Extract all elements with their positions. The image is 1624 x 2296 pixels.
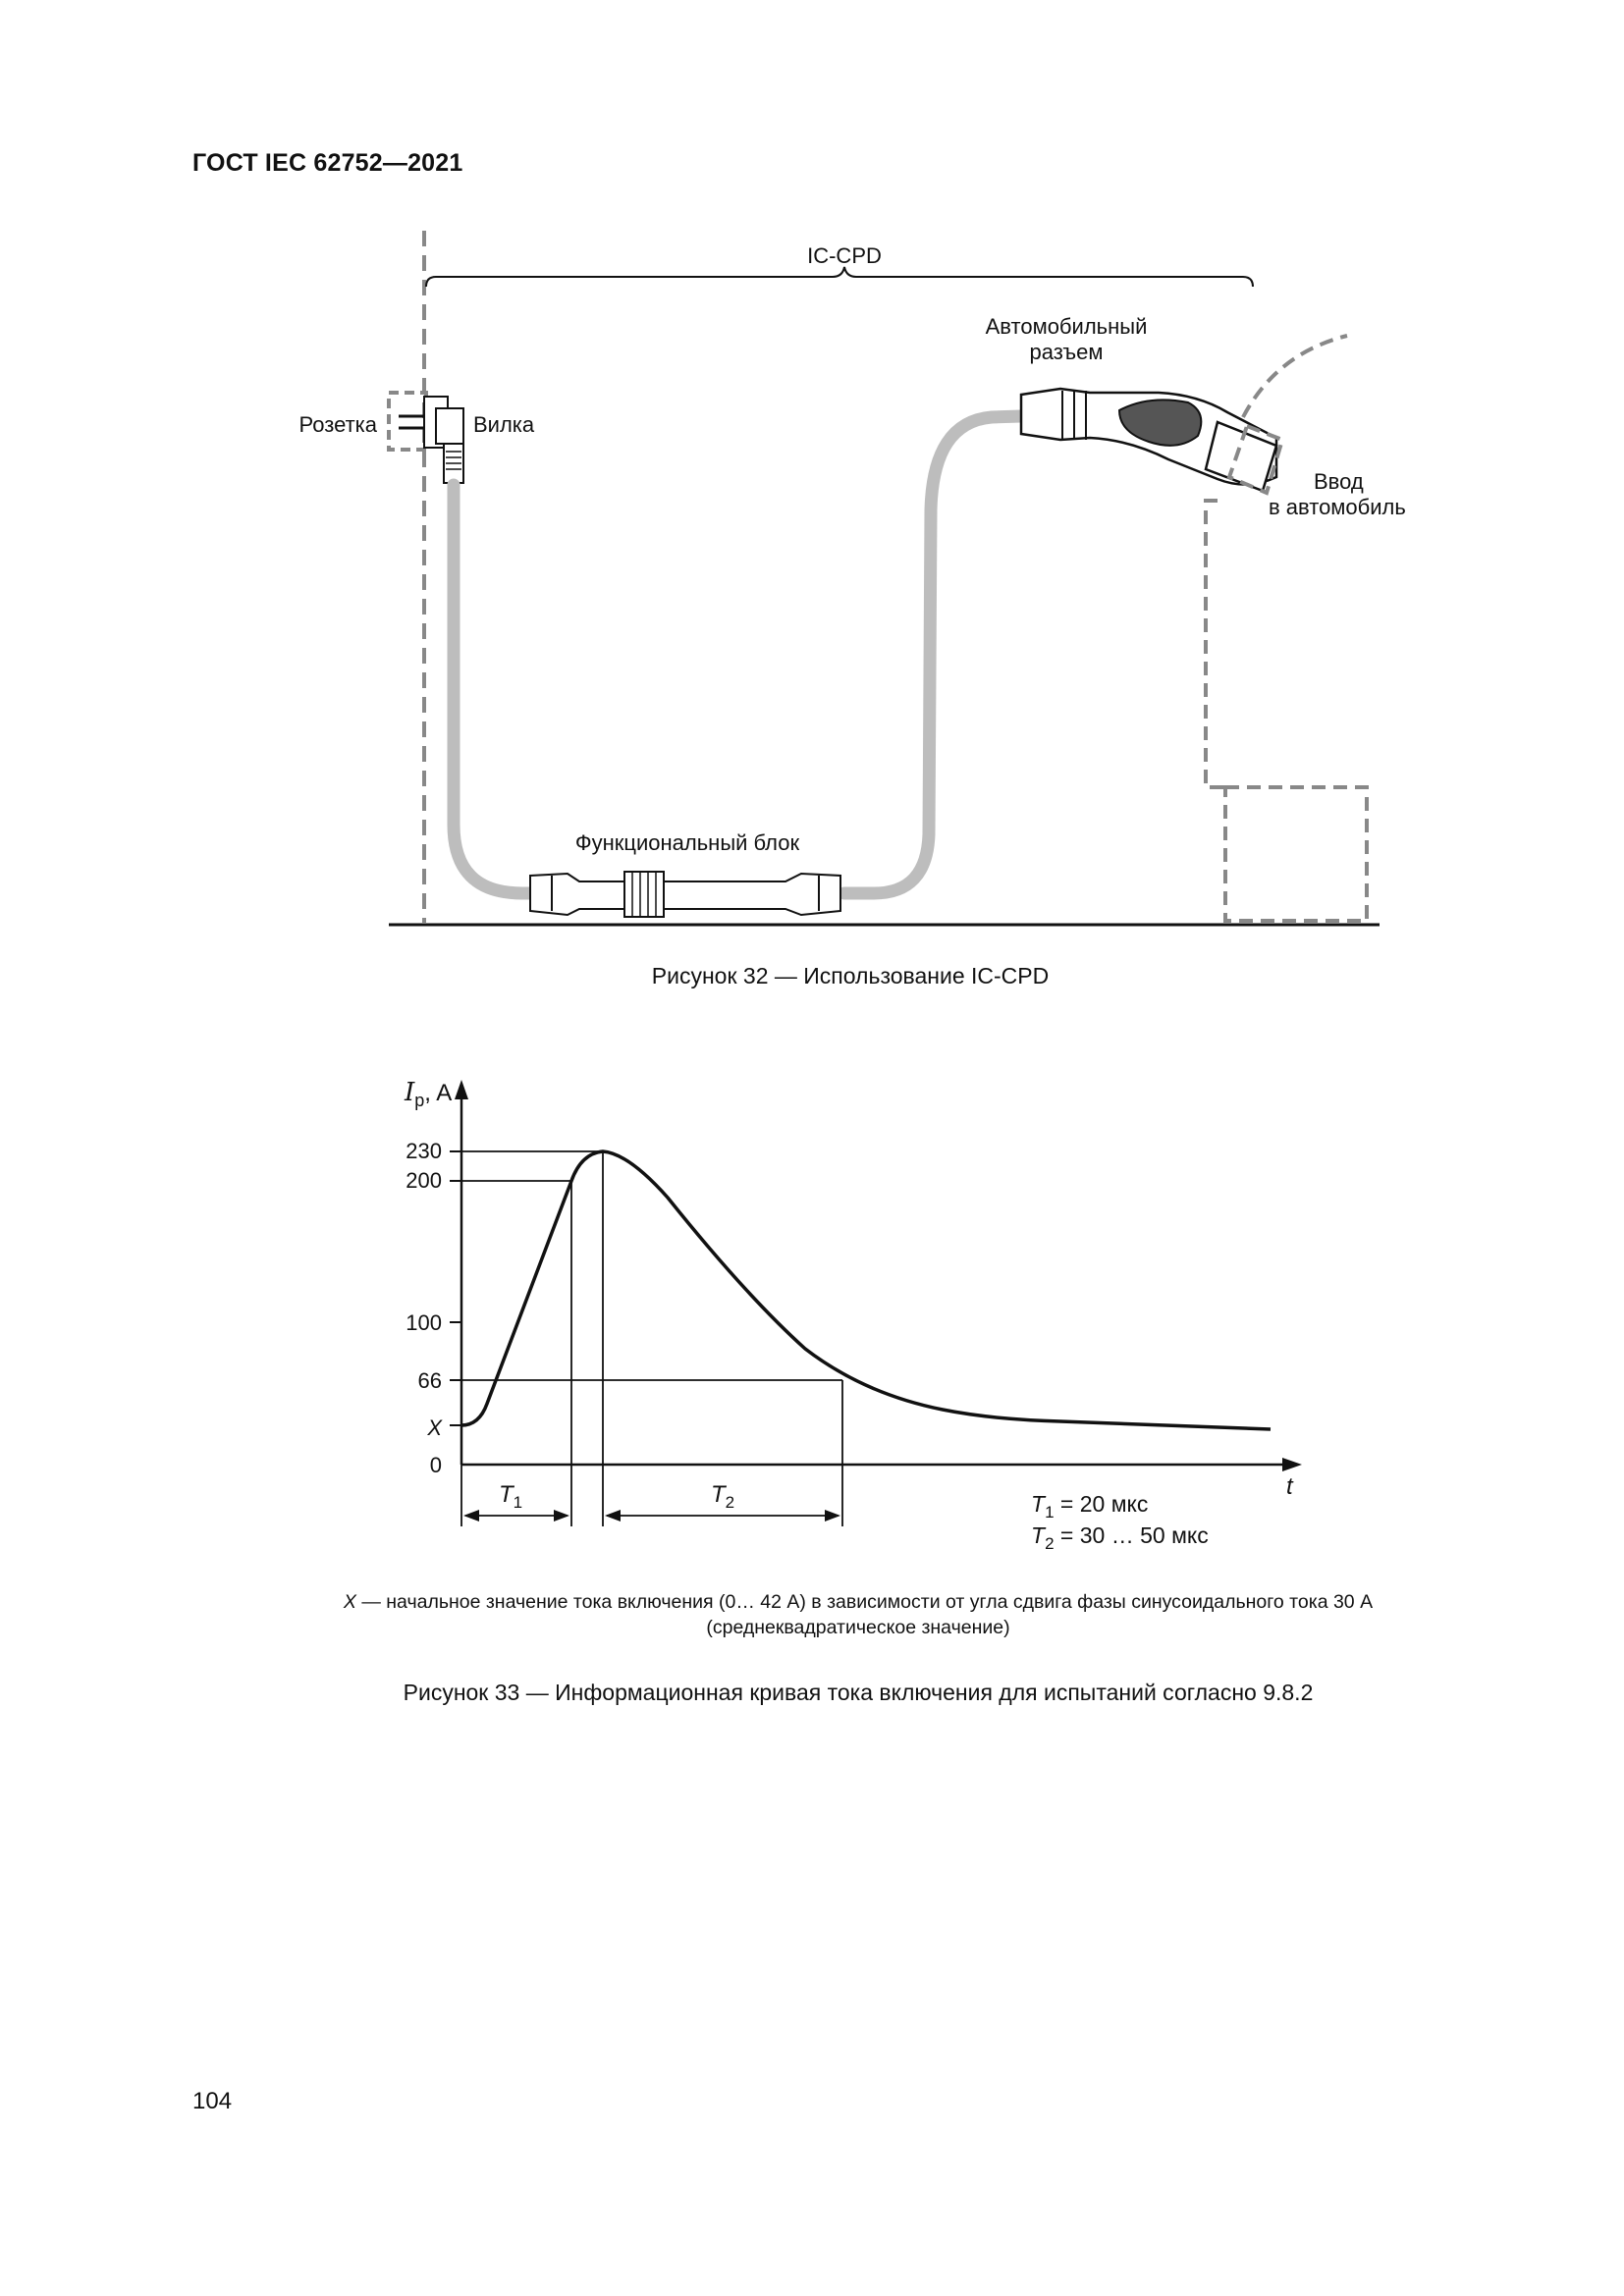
connector-label-line1: Автомобильный — [985, 314, 1148, 339]
x-axis-arrow — [1282, 1458, 1302, 1471]
y-axis-label: $I_p$, A — [405, 1078, 453, 1110]
legend-t2: $T_2 = 30$ … 50 мкс — [1031, 1522, 1209, 1553]
ic-cpd-label: IC-CPD — [807, 243, 882, 268]
figure-33-note-line1: X — начальное значение тока включения (0… 42 А) в зависимости от угла сдвига фазы синусоидального тока 30 А — [343, 1591, 1374, 1613]
inrush-curve — [461, 1151, 1271, 1429]
interval-t2-label: $T_2$ — [711, 1481, 735, 1512]
x-axis-label: t — [1286, 1473, 1293, 1500]
tick-label-230: 230 — [406, 1139, 442, 1163]
tick-label-x: X — [427, 1415, 442, 1440]
legend-t1: $T_1 = 20$ мкс — [1031, 1491, 1149, 1522]
figure-32-caption: Рисунок 32 — Использование IC-CPD — [651, 963, 1050, 988]
document-header: ГОСТ IEC 62752—2021 — [192, 149, 463, 177]
figure-33-note-line2: (среднеквадратическое значение) — [706, 1617, 1010, 1638]
y-axis-arrow — [455, 1080, 468, 1099]
plug-label: Вилка — [473, 412, 535, 437]
connector-label-line2: разъем — [1029, 340, 1104, 364]
tick-label-200: 200 — [406, 1168, 442, 1193]
tick-label-0: 0 — [429, 1453, 442, 1477]
tick-label-66: 66 — [417, 1368, 442, 1393]
inlet-label-line2: в автомобиль — [1269, 495, 1406, 519]
inlet-label-line1: Ввод — [1314, 469, 1364, 494]
functional-box-label: Функциональный блок — [574, 830, 800, 855]
socket-label: Розетка — [298, 412, 377, 437]
interval-t1-label: $T_1$ — [499, 1481, 523, 1512]
figure-33-caption: Рисунок 33 — Информационная кривая тока включения для испытаний согласно 9.8.2 — [403, 1680, 1314, 1705]
tick-label-100: 100 — [406, 1310, 442, 1335]
page-number: 104 — [192, 2088, 233, 2114]
